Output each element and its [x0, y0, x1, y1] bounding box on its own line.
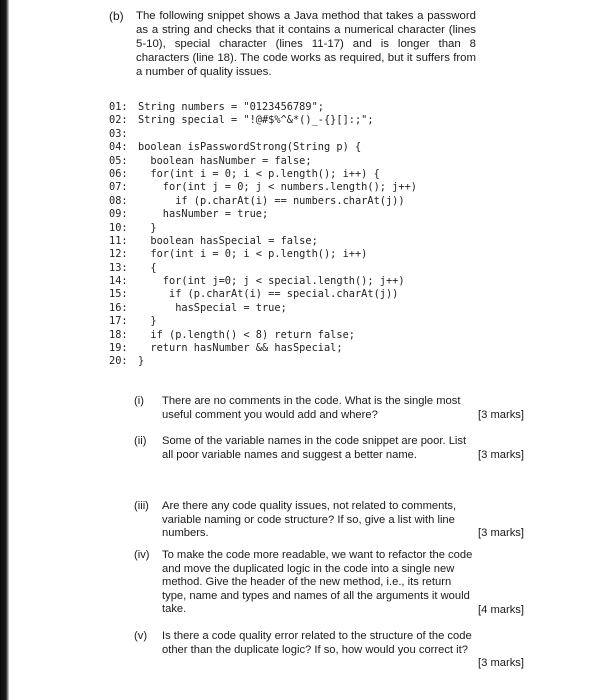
line-number: 09: [109, 208, 128, 221]
code-text: String special = "!@#$%^&*()_-{}[]:;"; [138, 114, 374, 127]
question-marks: [4 marks] [478, 604, 525, 616]
code-text: String numbers = "0123456789"; [138, 101, 324, 113]
line-number: 13: [109, 261, 128, 274]
question-number: (v) [134, 630, 148, 642]
line-number: 10: [109, 221, 128, 234]
line-number: 06: [109, 167, 128, 180]
exam-page [9, 0, 609, 700]
code-text: boolean hasNumber = false; [138, 154, 312, 167]
line-number: 03: [109, 127, 128, 140]
line-number: 05: [109, 154, 128, 167]
code-line [109, 208, 417, 221]
question-number: (iv) [134, 549, 150, 561]
section-intro: The following snippet shows a Java method that takes a password as a string and checks that it contains a numerical character (lines 5-10), special character (lines 11-17) and is longer than 8 characters (line 18). The code works as required, but it suffers from a number of quality issues. [136, 10, 476, 78]
code-text: } [138, 315, 157, 328]
line-number: 16: [109, 301, 128, 314]
code-line [109, 329, 417, 342]
code-text: for(int i = 0; i < p.length(); i++) [138, 248, 368, 261]
line-number: 18: [109, 328, 128, 341]
code-line [109, 275, 417, 288]
code-snippet [109, 101, 417, 369]
code-text: if (p.charAt(i) == numbers.charAt(j)) [138, 194, 405, 207]
scan-edge-shadow [0, 0, 9, 700]
code-text: if (p.length() < 8) return false; [138, 328, 355, 341]
line-number: 19: [109, 342, 128, 355]
question-marks: [3 marks] [478, 449, 525, 461]
code-line [109, 114, 417, 127]
code-line [109, 181, 417, 194]
code-text: boolean isPasswordStrong(String p) { [138, 141, 362, 154]
question-number: (i) [134, 395, 144, 407]
code-line [109, 355, 417, 368]
question-marks: [3 marks] [478, 409, 525, 421]
question-number: (ii) [134, 435, 147, 447]
line-number: 17: [109, 315, 128, 328]
question-text: Is there a code quality error related to the structure of the code other than the duplicate logic? If so, how would you correct it? [162, 630, 472, 656]
code-line [109, 195, 417, 208]
question-text: There are no comments in the code. What is the single most useful comment you would add and where? [162, 395, 461, 421]
code-line [109, 315, 417, 328]
code-line [109, 248, 417, 261]
line-number: 11: [109, 234, 128, 247]
line-number: 01: [109, 101, 128, 113]
code-text: for(int j = 0; j < numbers.length(); j++) [138, 181, 417, 194]
code-line [109, 288, 417, 301]
line-number: 15: [109, 288, 128, 301]
line-number: 20: [109, 355, 128, 368]
code-text: return hasNumber && hasSpecial; [138, 342, 343, 355]
question-text: Are there any code quality issues, not related to comments, variable naming or code structure? If so, give a list with line numbers. [162, 500, 457, 540]
code-text: if (p.charAt(i) == special.charAt(j)) [138, 288, 399, 301]
code-text: hasSpecial = true; [138, 301, 287, 314]
question-text: Some of the variable names in the code snippet are poor. List all poor variable names and suggest a better name. [162, 435, 467, 461]
question-marks: [3 marks] [478, 527, 525, 539]
code-text: hasNumber = true; [138, 208, 269, 221]
section-label: (b) [109, 9, 124, 23]
code-line [109, 101, 417, 114]
line-number: 07: [109, 181, 128, 194]
line-number: 08: [109, 194, 128, 207]
code-text: for(int i = 0; i < p.length(); i++) { [138, 167, 380, 180]
line-number: 04: [109, 141, 128, 154]
code-line [109, 342, 417, 355]
code-line [109, 128, 417, 141]
code-line [109, 168, 417, 181]
line-number: 14: [109, 275, 128, 288]
question-number: (iii) [134, 500, 149, 512]
code-line [109, 222, 417, 235]
question-marks: [3 marks] [478, 657, 525, 669]
line-number: 12: [109, 248, 128, 261]
code-text: { [138, 261, 157, 274]
code-line [109, 155, 417, 168]
code-line [109, 302, 417, 315]
code-text: boolean hasSpecial = false; [138, 234, 318, 247]
code-text: } [138, 355, 145, 368]
code-line [109, 235, 417, 248]
code-line [109, 141, 417, 154]
code-text: } [138, 221, 157, 234]
question-text: To make the code more readable, we want to refactor the code and move the duplicated logic in the code into a single new method. Give the header of the new method, i.e., its return type, name and types and names of all the arguments it would take. [162, 549, 473, 616]
code-line [109, 262, 417, 275]
code-text: for(int j=0; j < special.length(); j++) [138, 275, 405, 288]
line-number: 02: [109, 114, 128, 127]
